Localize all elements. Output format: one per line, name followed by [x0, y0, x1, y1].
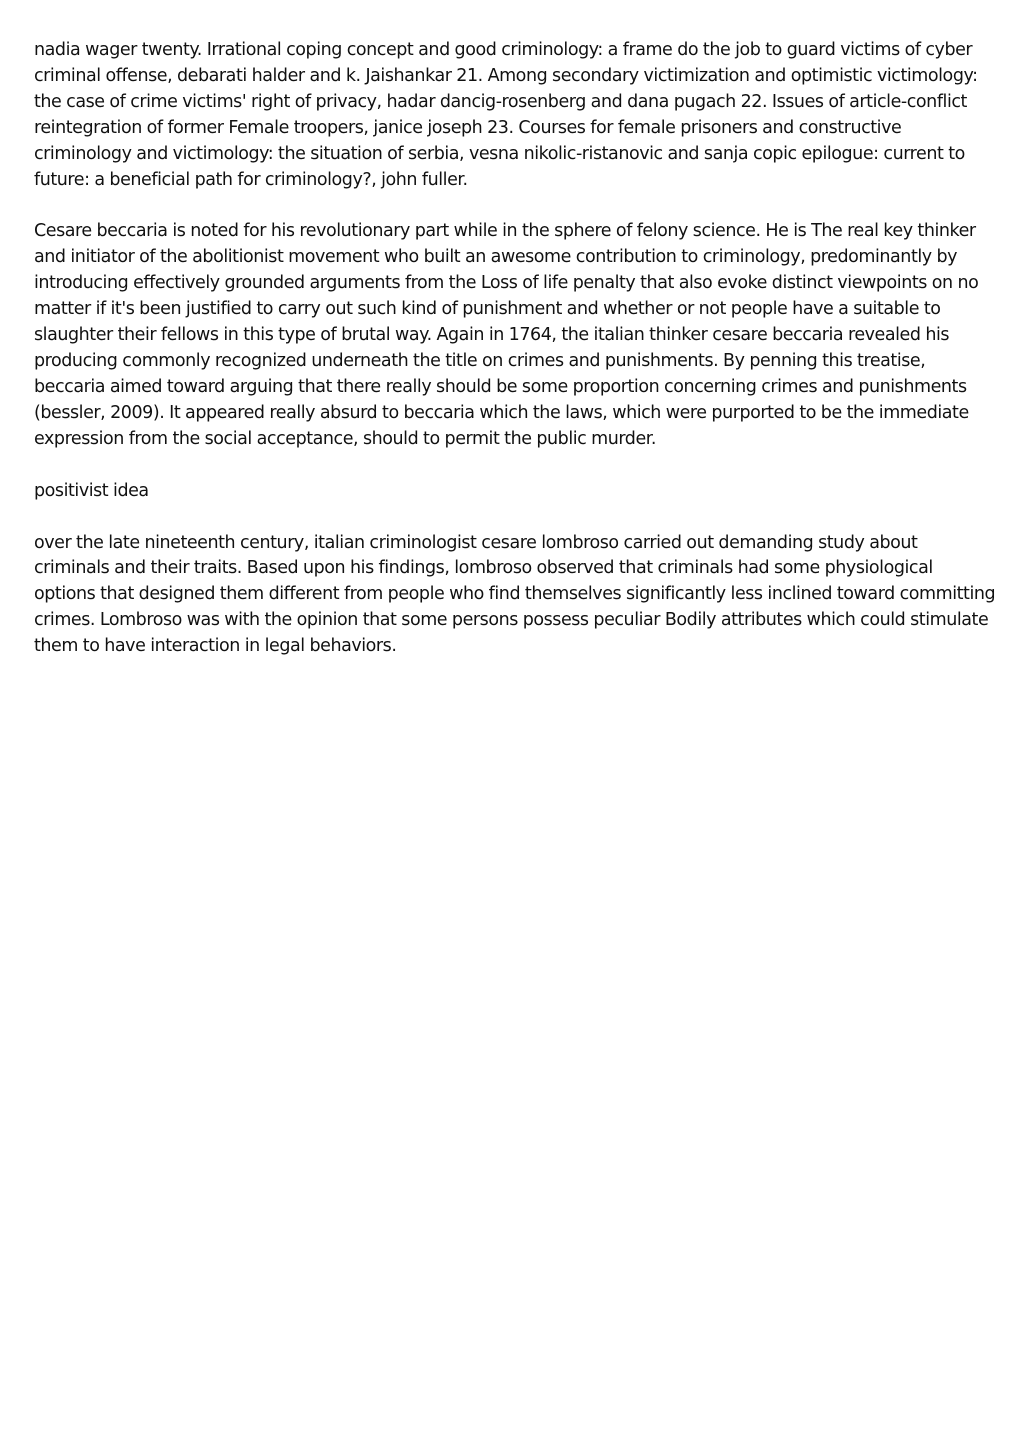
section-heading-positivist-idea: positivist idea [34, 480, 149, 501]
document-body [34, 38, 996, 686]
paragraph-beccaria: Cesare beccaria is noted for his revolutionary part while in the sphere of felony science. He is The real key thinker and initiator of the abolitionist movement who built an awesome contribution to criminology, predominantly by introducing effectively grounded arguments from the Loss of life penalty that also evoke distinct viewpoints on no matter if it's been justified to carry out such kind of punishment and whether or not people have a suitable to slaughter their fellows in this type of brutal way. Again in 1764, the italian thinker cesare beccaria revealed his producing commonly recognized underneath the title on crimes and punishments. By penning this treatise, beccaria aimed toward arguing that there really should be some proportion concerning crimes and punishments (bessler, 2009). It appeared really absurd to beccaria which the laws, which were purported to be the immediate expression from the social acceptance, should to permit the public murder. [34, 221, 979, 449]
paragraph-references: nadia wager twenty. Irrational coping concept and good criminology: a frame do the job to guard victims of cyber criminal offense, debarati halder and k. Jaishankar 21. Among secondary victimization and optimistic victimology: the case of crime victims' right of privacy, hadar dancig-rosenberg and dana pugach 22. Issues of article-conflict reintegration of former Female troopers, janice joseph 23. Courses for female prisoners and constructive criminology and victimology: the situation of serbia, vesna nikolic-ristanovic and sanja copic epilogue: current to future: a beneficial path for criminology?, john fuller. [34, 40, 978, 190]
paragraph-lombroso: over the late nineteenth century, italian criminologist cesare lombroso carried out demanding study about criminals and their traits. Based upon his findings, lombroso observed that criminals had some physiological options that designed them different from people who find themselves significantly less inclined toward committing crimes. Lombroso was with the opinion that some persons possess peculiar Bodily attributes which could stimulate them to have interaction in legal behaviors. [34, 532, 996, 657]
